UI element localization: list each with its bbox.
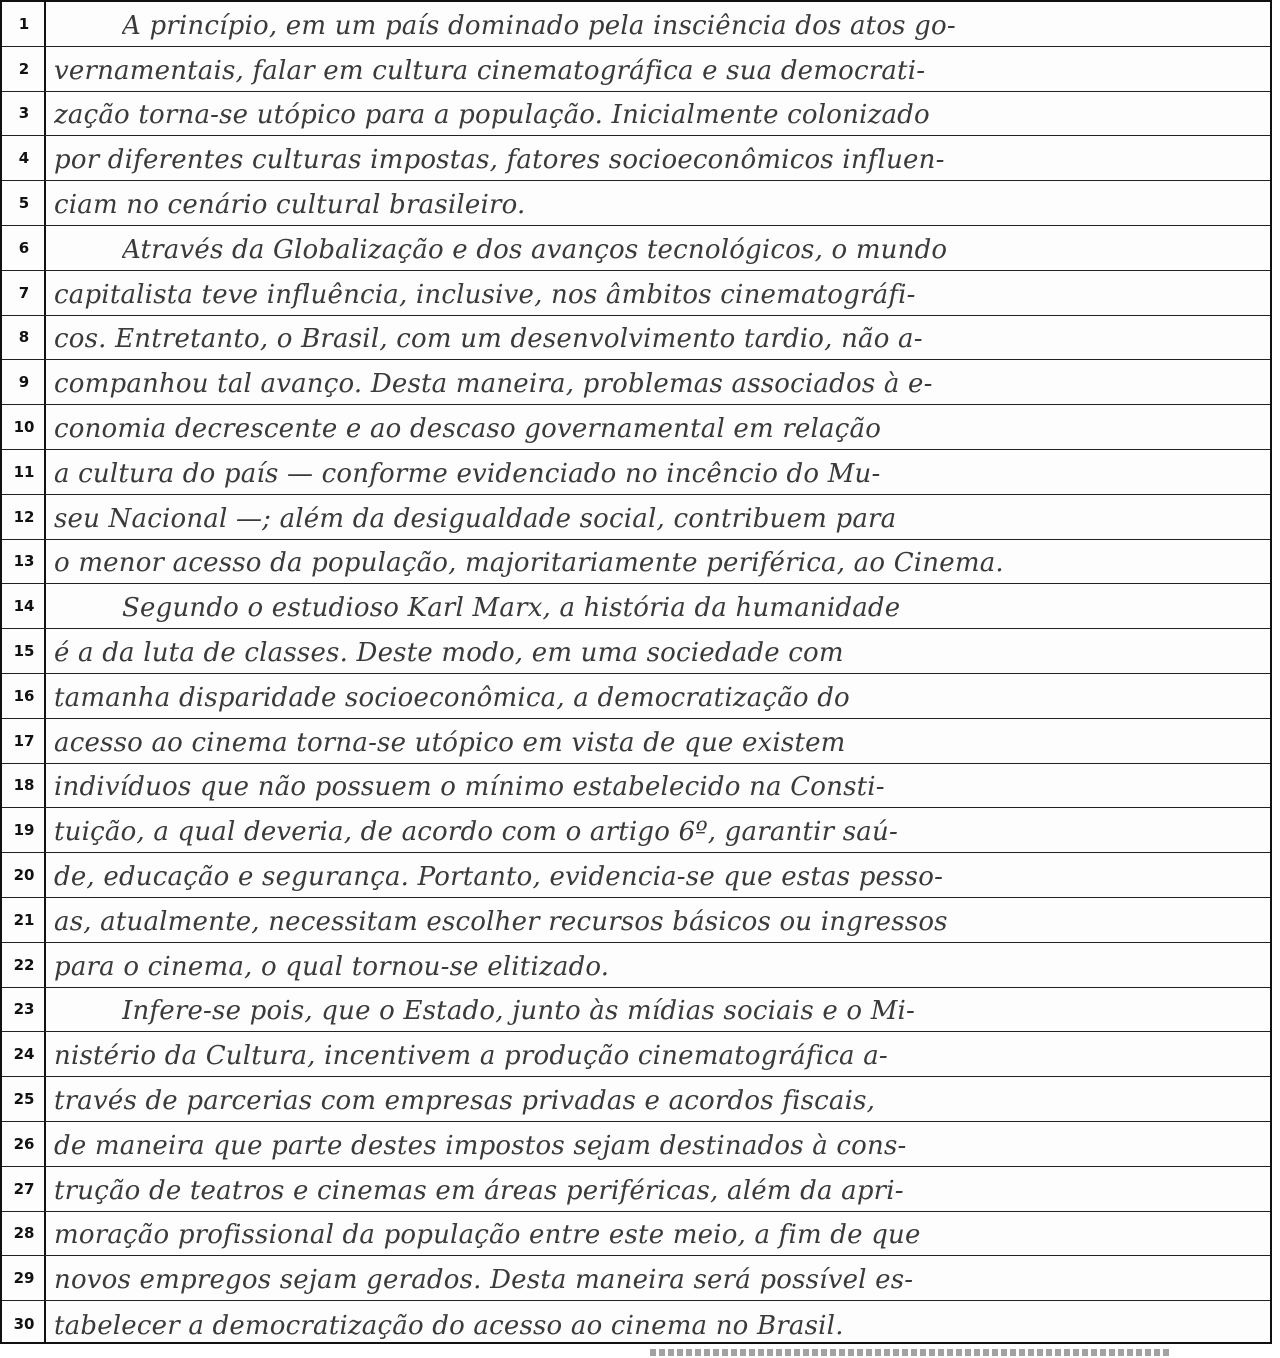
line-number: 26	[13, 1134, 35, 1153]
handwritten-line-text: Através da Globalização e dos avanços tecnológicos, o mundo	[122, 234, 948, 265]
handwritten-line-text: as, atualmente, necessitam escolher recursos básicos ou ingressos	[54, 906, 948, 937]
handwritten-line-text: para o cinema, o qual tornou-se elitizado.	[54, 951, 610, 982]
handwritten-line-text: zação torna-se utópico para a população. Inicialmente colonizado	[54, 100, 930, 131]
essay-line	[2, 271, 1270, 316]
line-number: 9	[18, 373, 30, 392]
line-number: 5	[18, 194, 30, 213]
handwritten-line-text: tamanha disparidade socioeconômica, a democratização do	[54, 682, 850, 713]
handwritten-line-text: tabelecer a democratização do acesso ao cinema no Brasil.	[54, 1310, 844, 1341]
essay-line	[2, 226, 1270, 271]
line-number: 20	[13, 866, 35, 885]
line-number: 19	[13, 821, 35, 840]
essay-line	[2, 540, 1270, 585]
essay-line	[2, 988, 1270, 1033]
essay-line	[2, 808, 1270, 853]
line-number: 4	[18, 149, 30, 168]
essay-line	[2, 584, 1270, 629]
essay-line	[2, 316, 1270, 361]
essay-line	[2, 1122, 1270, 1167]
line-number: 10	[13, 418, 35, 437]
handwritten-line-text: moração profissional da população entre este meio, a fim de que	[54, 1220, 921, 1251]
line-number: 17	[13, 731, 35, 750]
handwritten-line-text: o menor acesso da população, majoritariamente periférica, ao Cinema.	[54, 548, 1004, 579]
essay-line	[2, 1032, 1270, 1077]
line-number: 23	[13, 1000, 35, 1019]
line-number: 27	[13, 1179, 35, 1198]
essay-line	[2, 719, 1270, 764]
essay-line	[2, 1301, 1270, 1346]
essay-line	[2, 1077, 1270, 1122]
line-number: 11	[13, 462, 35, 481]
line-number: 3	[18, 104, 30, 123]
essay-line	[2, 853, 1270, 898]
essay-line	[2, 1212, 1270, 1257]
handwritten-line-text: trução de teatros e cinemas em áreas periféricas, além da apri-	[54, 1175, 904, 1206]
essay-line	[2, 1167, 1270, 1212]
essay-line	[2, 764, 1270, 809]
essay-line	[2, 181, 1270, 226]
line-number: 15	[13, 642, 35, 661]
handwritten-line-text: de maneira que parte destes impostos sejam destinados à cons-	[54, 1130, 907, 1161]
essay-line	[2, 2, 1270, 47]
line-number: 16	[13, 686, 35, 705]
line-number: 29	[13, 1269, 35, 1288]
handwritten-line-text: a cultura do país — conforme evidenciado no incêncio do Mu-	[54, 458, 881, 489]
handwritten-line-text: companhou tal avanço. Desta maneira, problemas associados à e-	[54, 369, 933, 400]
handwritten-line-text: vernamentais, falar em cultura cinematográfica e sua democrati-	[54, 55, 926, 86]
handwritten-line-text: de, educação e segurança. Portanto, evidencia-se que estas pesso-	[54, 861, 944, 892]
line-number: 28	[13, 1224, 35, 1243]
line-number: 22	[13, 955, 35, 974]
line-number: 12	[13, 507, 35, 526]
line-number: 7	[18, 283, 30, 302]
handwritten-line-text: través de parcerias com empresas privadas e acordos fiscais,	[54, 1085, 876, 1116]
handwritten-line-text: conomia decrescente e ao descaso governamental em relação	[54, 413, 882, 444]
line-number: 21	[13, 910, 35, 929]
line-number: 13	[13, 552, 35, 571]
line-number: 30	[13, 1314, 35, 1333]
essay-line	[2, 898, 1270, 943]
handwritten-line-text: por diferentes culturas impostas, fatores socioeconômicos influen-	[54, 145, 945, 176]
line-number: 8	[18, 328, 30, 347]
handwritten-line-text: ciam no cenário cultural brasileiro.	[54, 189, 526, 220]
essay-line	[2, 360, 1270, 405]
line-number: 1	[18, 14, 30, 33]
handwritten-line-text: cos. Entretanto, o Brasil, com um desenvolvimento tardio, não a-	[54, 324, 923, 355]
handwritten-line-text: Segundo o estudioso Karl Marx, a história da humanidade	[122, 593, 901, 624]
essay-line	[2, 405, 1270, 450]
line-number: 25	[13, 1090, 35, 1109]
handwritten-line-text: acesso ao cinema torna-se utópico em vista de que existem	[54, 727, 846, 758]
essay-line	[2, 1256, 1270, 1301]
handwritten-line-text: Infere-se pois, que o Estado, junto às mídias sociais e o Mi-	[122, 996, 916, 1027]
essay-line	[2, 92, 1270, 137]
line-number: 6	[18, 238, 30, 257]
essay-line	[2, 674, 1270, 719]
handwritten-line-text: novos empregos sejam gerados. Desta maneira será possível es-	[54, 1265, 914, 1296]
essay-line	[2, 629, 1270, 674]
line-number: 14	[13, 597, 35, 616]
footer-printed-mark	[650, 1349, 1170, 1356]
essay-line	[2, 47, 1270, 92]
essay-line	[2, 495, 1270, 540]
line-number: 24	[13, 1045, 35, 1064]
handwritten-line-text: tuição, a qual deveria, de acordo com o artigo 6º, garantir saú-	[54, 817, 898, 848]
line-number: 18	[13, 776, 35, 795]
essay-line	[2, 136, 1270, 181]
line-number: 2	[18, 59, 30, 78]
handwritten-line-text: A princípio, em um país dominado pela insciência dos atos go-	[122, 10, 956, 41]
essay-line	[2, 450, 1270, 495]
handwritten-line-text: nistério da Cultura, incentivem a produção cinematográfica a-	[54, 1041, 888, 1072]
handwritten-line-text: capitalista teve influência, inclusive, nos âmbitos cinematográfi-	[54, 279, 916, 310]
handwritten-line-text: é a da luta de classes. Deste modo, em uma sociedade com	[54, 637, 844, 668]
handwritten-line-text: seu Nacional —; além da desigualdade social, contribuem para	[54, 503, 897, 534]
handwritten-line-text: indivíduos que não possuem o mínimo estabelecido na Consti-	[54, 772, 885, 803]
essay-line	[2, 943, 1270, 988]
